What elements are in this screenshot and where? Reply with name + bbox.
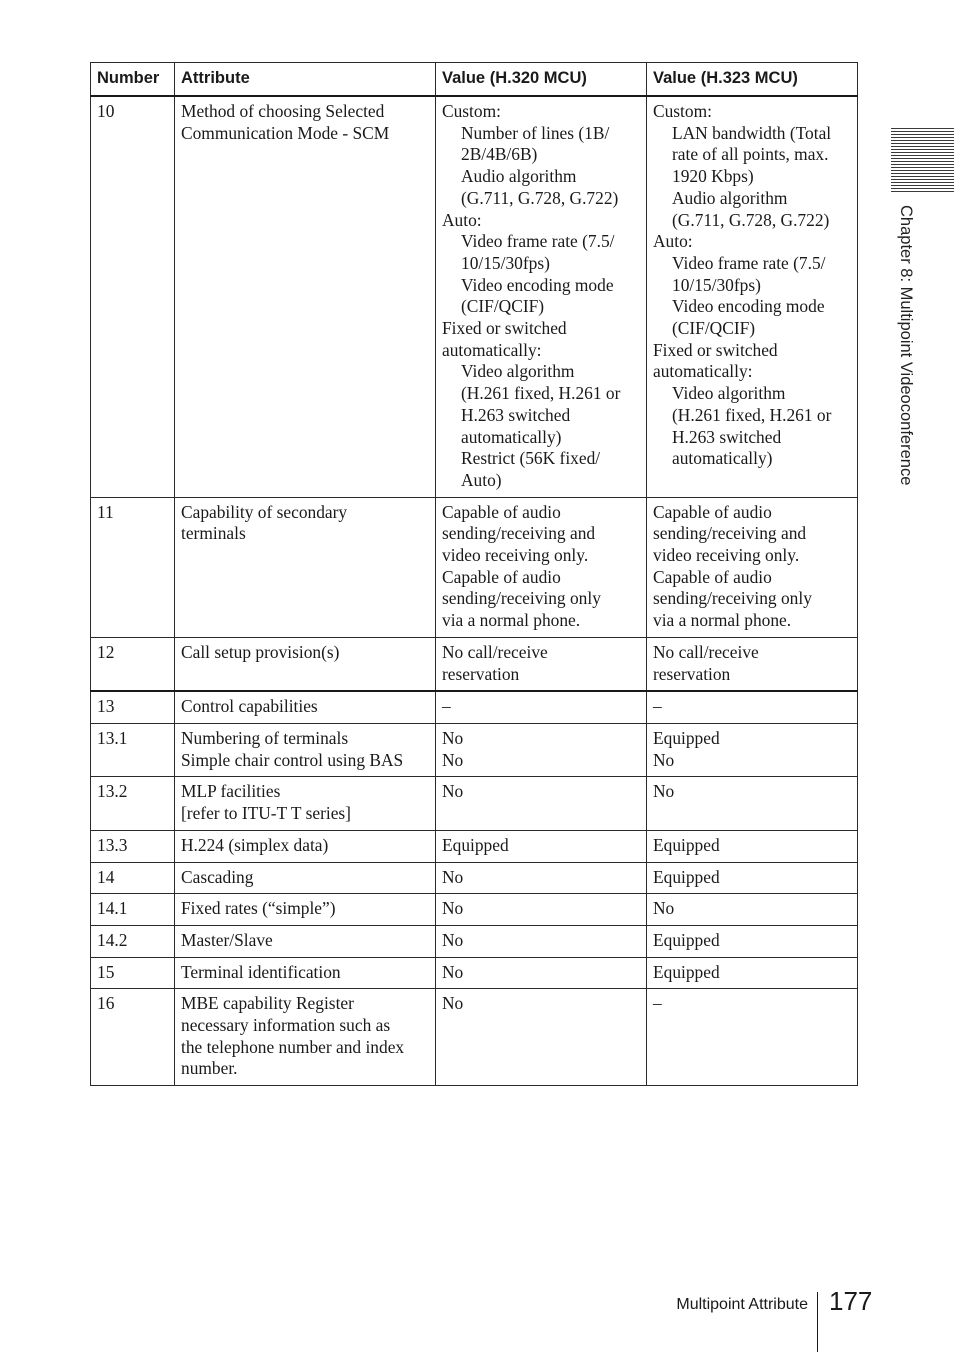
row-number-cell: 13.1 (91, 723, 175, 776)
h320-value-line: sending/receiving and (442, 523, 596, 544)
h320-value-line: Restrict (56K fixed/ (461, 448, 601, 469)
h323-value-cell (647, 777, 858, 830)
h320-value-line: Video frame rate (7.5/ (461, 231, 615, 252)
table-row (91, 691, 858, 723)
h320-value-line: Video encoding mode (461, 274, 614, 295)
table-body (91, 96, 858, 1086)
h320-value-cell (436, 989, 647, 1086)
h323-value-cell (647, 894, 858, 926)
h323-value-cell (647, 830, 858, 862)
h323-value-line: reservation (653, 663, 731, 684)
table-row (91, 830, 858, 862)
h320-value-line: 10/15/30fps) (461, 252, 550, 273)
h323-value-line: Equipped (653, 961, 720, 982)
h323-value-line: – (653, 696, 662, 717)
h320-value-line: Audio algorithm (461, 166, 577, 187)
chapter-label: Chapter 8: Multipoint Videoconference (897, 205, 915, 486)
attribute-table (90, 62, 858, 1086)
h323-value-line: No call/receive (653, 641, 759, 662)
h323-value-cell (647, 862, 858, 894)
attribute-line: Master/Slave (181, 929, 273, 950)
attribute-cell (175, 925, 436, 957)
attribute-line: Control capabilities (181, 696, 318, 717)
h323-value-line: via a normal phone. (653, 610, 792, 631)
h320-value-line: No (442, 866, 464, 887)
h320-value-cell (436, 497, 647, 637)
table-row (91, 957, 858, 989)
h323-value-line: No (653, 749, 675, 770)
h320-value-line: No (442, 749, 464, 770)
attribute-line: Method of choosing Selected (181, 101, 385, 121)
attribute-line: Terminal identification (181, 961, 341, 982)
h323-value-line: Custom: (653, 101, 712, 121)
attribute-line: Capability of secondary (181, 501, 348, 522)
h320-value-line: (H.261 fixed, H.261 or (461, 383, 621, 404)
h323-value-line: Video algorithm (672, 383, 786, 404)
attribute-line: the telephone number and index (181, 1036, 405, 1057)
h323-value-line: Equipped (653, 834, 720, 855)
h320-value-line: Equipped (442, 834, 509, 855)
table-row (91, 96, 858, 497)
h320-value-cell (436, 862, 647, 894)
h323-value-line: Audio algorithm (672, 187, 788, 208)
chapter-tab-marker (891, 128, 954, 194)
h323-value-line: rate of all points, max. (672, 144, 829, 165)
h320-value-line: Number of lines (1B/ (461, 122, 610, 143)
row-number-cell: 15 (91, 957, 175, 989)
attribute-line: Numbering of terminals (181, 727, 349, 748)
row-number-cell: 13.3 (91, 830, 175, 862)
h320-value-cell (436, 894, 647, 926)
h320-value-line: H.263 switched (461, 404, 571, 425)
row-number-cell: 11 (91, 497, 175, 637)
attribute-cell (175, 96, 436, 497)
h320-value-line: – (442, 696, 451, 717)
row-number-cell: 14.1 (91, 894, 175, 926)
attribute-cell (175, 957, 436, 989)
row-number-cell: 14.2 (91, 925, 175, 957)
h320-value-line: video receiving only. (442, 545, 589, 566)
h320-value-cell (436, 691, 647, 723)
h320-value-line: Auto) (461, 469, 502, 490)
row-number-cell: 13 (91, 691, 175, 723)
h320-value-line: 2B/4B/6B) (461, 144, 538, 165)
h323-value-line: 1920 Kbps) (672, 166, 754, 187)
h323-value-line: Auto: (653, 231, 693, 252)
table-row (91, 925, 858, 957)
h320-value-line: (G.711, G.728, G.722) (461, 187, 619, 208)
h320-value-line: No (442, 781, 464, 802)
h323-value-line: Video frame rate (7.5/ (672, 252, 826, 273)
attribute-line: [refer to ITU-T T series] (181, 803, 351, 824)
attribute-cell (175, 637, 436, 691)
attribute-cell (175, 777, 436, 830)
h320-value-line: Capable of audio (442, 501, 561, 522)
h323-value-line: Equipped (653, 866, 720, 887)
h320-value-line: No (442, 929, 464, 950)
h320-value-line: No call/receive (442, 641, 548, 662)
table-row (91, 723, 858, 776)
h320-value-line: No (442, 993, 464, 1014)
h323-value-line: automatically: (653, 361, 753, 382)
attribute-line: necessary information such as (181, 1015, 391, 1036)
row-number-cell: 16 (91, 989, 175, 1086)
h323-value-line: – (653, 993, 662, 1014)
h323-value-line: 10/15/30fps) (672, 274, 761, 295)
attribute-line: Fixed rates (“simple”) (181, 898, 336, 919)
header-attribute: Attribute (175, 63, 436, 97)
row-number-cell: 12 (91, 637, 175, 691)
attribute-cell (175, 830, 436, 862)
table-header-row (91, 63, 858, 97)
table-row (91, 894, 858, 926)
h323-value-line: No (653, 781, 675, 802)
h320-value-cell (436, 723, 647, 776)
h323-value-cell (647, 925, 858, 957)
h323-value-line: Equipped (653, 929, 720, 950)
h323-value-line: automatically) (672, 448, 773, 469)
attribute-line: terminals (181, 523, 246, 544)
table-row (91, 497, 858, 637)
attribute-cell (175, 691, 436, 723)
header-h323-value: Value (H.323 MCU) (647, 63, 858, 97)
header-h320-value: Value (H.320 MCU) (436, 63, 647, 97)
h323-value-line: (G.711, G.728, G.722) (672, 209, 830, 230)
attribute-line: Simple chair control using BAS (181, 749, 404, 770)
h323-value-line: sending/receiving only (653, 588, 812, 609)
h320-value-cell (436, 925, 647, 957)
row-number-cell: 10 (91, 96, 175, 497)
table-row (91, 989, 858, 1086)
h323-value-line: Fixed or switched (653, 339, 778, 360)
h320-value-line: Auto: (442, 209, 482, 230)
attribute-cell (175, 862, 436, 894)
attribute-cell (175, 723, 436, 776)
h320-value-line: automatically) (461, 426, 562, 447)
h320-value-line: No (442, 898, 464, 919)
attribute-line: H.224 (simplex data) (181, 834, 329, 855)
h320-value-line: Custom: (442, 101, 501, 121)
footer-section-label: Multipoint Attribute (676, 1296, 808, 1313)
h320-value-cell (436, 637, 647, 691)
h320-value-cell (436, 777, 647, 830)
attribute-cell (175, 989, 436, 1086)
h320-value-line: via a normal phone. (442, 610, 581, 631)
h323-value-cell (647, 497, 858, 637)
attribute-cell (175, 894, 436, 926)
table-row (91, 777, 858, 830)
h320-value-line: No (442, 727, 464, 748)
h323-value-line: (H.261 fixed, H.261 or (672, 404, 832, 425)
attribute-line: Communication Mode - SCM (181, 122, 390, 143)
h320-value-line: sending/receiving only (442, 588, 601, 609)
h320-value-line: (CIF/QCIF) (461, 296, 545, 317)
h320-value-cell (436, 96, 647, 497)
header-number: Number (91, 63, 175, 97)
attribute-line: Cascading (181, 866, 254, 887)
h323-value-line: video receiving only. (653, 545, 800, 566)
h320-value-line: Fixed or switched (442, 318, 567, 339)
h320-value-line: Capable of audio (442, 566, 561, 587)
attribute-line: MLP facilities (181, 781, 281, 802)
h320-value-cell (436, 830, 647, 862)
h323-value-line: Equipped (653, 727, 720, 748)
table-row (91, 637, 858, 691)
h320-value-line: Video algorithm (461, 361, 575, 382)
h323-value-line: H.263 switched (672, 426, 782, 447)
h323-value-line: No (653, 898, 675, 919)
row-number-cell: 14 (91, 862, 175, 894)
attribute-line: MBE capability Register (181, 993, 354, 1014)
h323-value-cell (647, 989, 858, 1086)
h323-value-cell (647, 957, 858, 989)
h323-value-cell (647, 691, 858, 723)
h323-value-line: LAN bandwidth (Total (672, 122, 832, 143)
page-number: 177 (829, 1286, 873, 1316)
attribute-line: number. (181, 1058, 238, 1079)
h323-value-line: Capable of audio (653, 501, 772, 522)
attribute-line: Call setup provision(s) (181, 641, 340, 662)
h323-value-cell (647, 96, 858, 497)
table-row (91, 862, 858, 894)
row-number-cell: 13.2 (91, 777, 175, 830)
footer-divider (817, 1292, 818, 1352)
attribute-cell (175, 497, 436, 637)
h323-value-cell (647, 723, 858, 776)
h320-value-line: automatically: (442, 339, 542, 360)
h323-value-cell (647, 637, 858, 691)
h320-value-line: reservation (442, 663, 520, 684)
h323-value-line: Capable of audio (653, 566, 772, 587)
h323-value-line: Video encoding mode (672, 296, 825, 317)
h320-value-line: No (442, 961, 464, 982)
h320-value-cell (436, 957, 647, 989)
h323-value-line: sending/receiving and (653, 523, 807, 544)
h323-value-line: (CIF/QCIF) (672, 318, 756, 339)
